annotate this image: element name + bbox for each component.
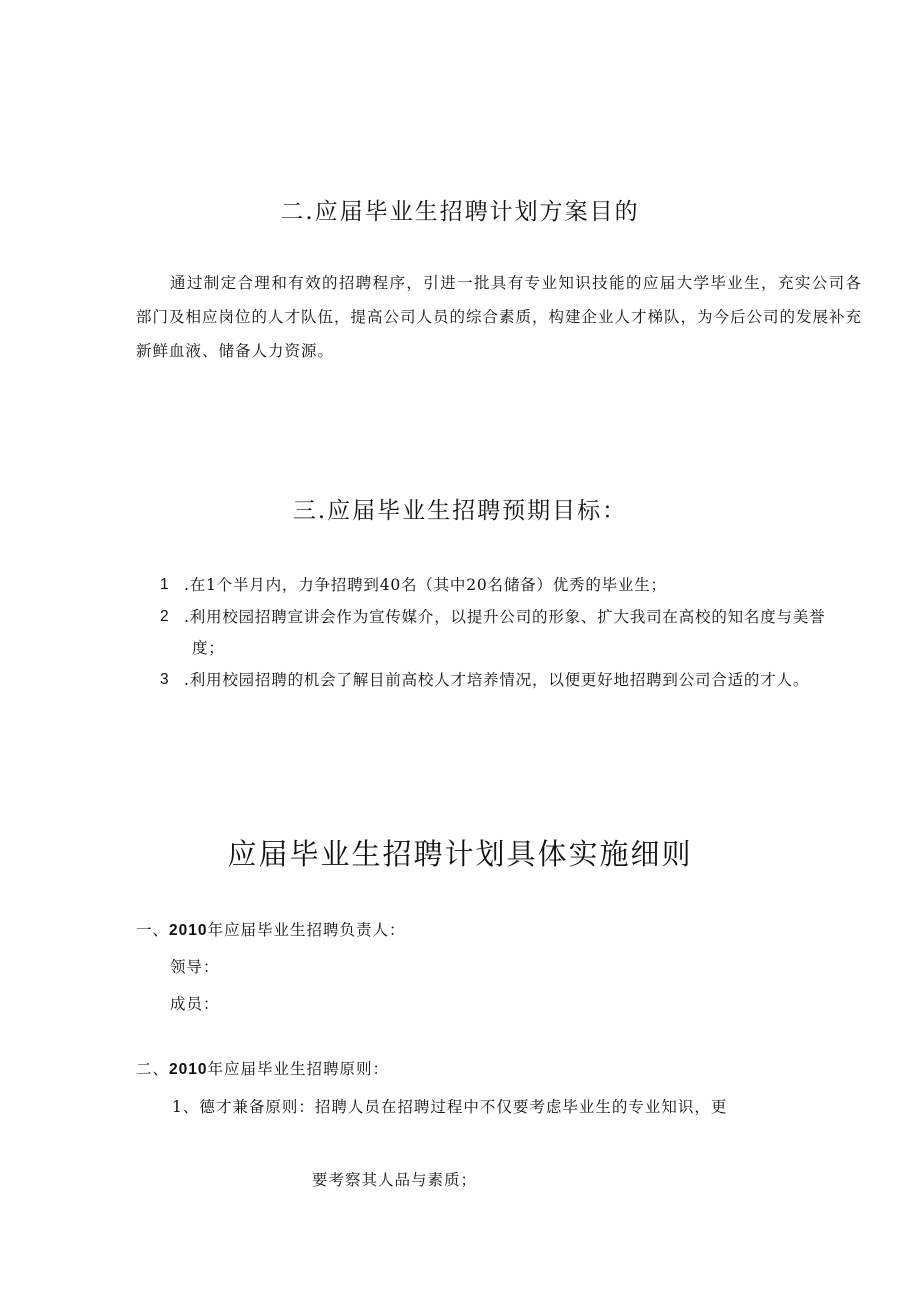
rule-1-continuation: 要考察其人品与素质； bbox=[312, 1171, 478, 1189]
goal-item-number: 3 bbox=[160, 671, 170, 688]
leader-label: 领导： bbox=[170, 958, 220, 976]
goal-item-number: 1 bbox=[160, 576, 170, 593]
part-1-suffix: 年应届毕业生招聘负责人： bbox=[207, 921, 406, 939]
part-1-year: 2010 bbox=[169, 922, 208, 939]
part-2-prefix: 二、 bbox=[136, 1060, 170, 1078]
part-2-heading bbox=[136, 1057, 389, 1079]
member-label: 成员： bbox=[170, 995, 220, 1013]
part-2-year: 2010 bbox=[169, 1061, 208, 1078]
goal-item-3 bbox=[160, 665, 860, 695]
goal-item-2 bbox=[160, 602, 860, 632]
section-2-title: 二.应届毕业生招聘计划方案目的 bbox=[280, 199, 640, 225]
goal-item-text: .在1个半月内，力争招聘到40名（其中20名储备）优秀的毕业生； bbox=[184, 576, 667, 594]
part-1-heading bbox=[136, 918, 406, 940]
part-2-suffix: 年应届毕业生招聘原则： bbox=[207, 1060, 390, 1078]
goal-item-1 bbox=[160, 570, 860, 600]
goal-item-2-continuation: 度； bbox=[192, 639, 225, 657]
goal-item-number: 2 bbox=[160, 608, 170, 625]
goal-item-text: .利用校园招聘宣讲会作为宣传媒介，以提升公司的形象、扩大我司在高校的知名度与美誉 bbox=[184, 608, 826, 626]
rule-1: 1、德才兼备原则：招聘人员在招聘过程中不仅要考虑毕业生的专业知识，更 bbox=[172, 1098, 728, 1116]
section-3-title: 三.应届毕业生招聘预期目标： bbox=[292, 498, 628, 524]
section-2-paragraph: 通过制定合理和有效的招聘程序，引进一批具有专业知识技能的应届大学毕业生，充实公司各部门及相应岗位的人才队伍，提高公司人员的综合素质，构建企业人才梯队，为今后公司的发展补充新鲜血液、储备人力资源。 bbox=[136, 274, 863, 360]
goal-item-text: .利用校园招聘的机会了解目前高校人才培养情况，以便更好地招聘到公司合适的才人。 bbox=[184, 671, 810, 689]
part-1-prefix: 一、 bbox=[136, 921, 170, 939]
details-title: 应届毕业生招聘计划具体实施细则 bbox=[227, 837, 693, 871]
